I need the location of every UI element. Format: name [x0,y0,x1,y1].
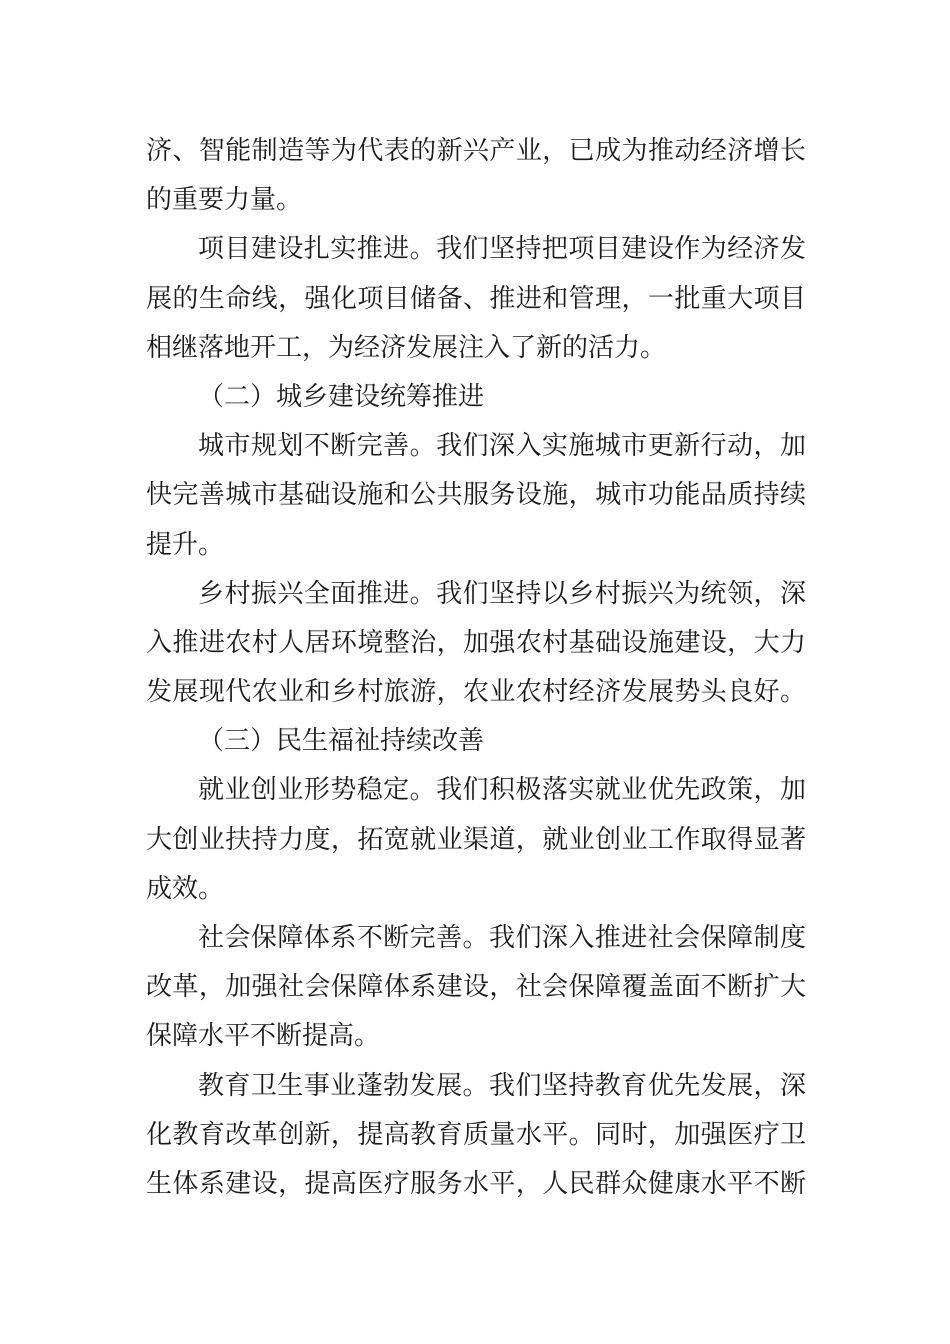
paragraph-project-construction: 项目建设扎实推进。我们坚持把项目建设作为经济发 [198,234,806,265]
document-body [146,127,806,1209]
text-line-12: 发展现代农业和乡村旅游，农业农村经济发展势头良好。 [146,677,806,708]
paragraph-education-health: 教育卫生事业蓬勃发展。我们坚持教育优先发展，深 [198,1070,806,1101]
paragraph-employment: 就业创业形势稳定。我们积极落实就业优先政策，加 [198,775,806,806]
text-line-1: 济、智能制造等为代表的新兴产业，已成为推动经济增长 [146,136,806,166]
paragraph-rural-revitalization: 乡村振兴全面推进。我们坚持以乡村振兴为统领，深 [198,578,806,609]
text-line-22: 生体系建设，提高医疗服务水平，人民群众健康水平不断 [146,1168,806,1199]
text-line-4: 展的生命线，强化项目储备、推进和管理，一批重大项目 [146,283,806,314]
text-line-16: 成效。 [146,873,225,904]
text-line-9: 提升。 [146,529,225,560]
text-line-2: 的重要力量。 [146,185,303,216]
text-line-21: 化教育改革创新，提高教育质量水平。同时，加强医疗卫 [146,1119,806,1150]
text-line-11: 入推进农村人居环境整治，加强农村基础设施建设，大力 [146,627,806,658]
text-line-5: 相继落地开工，为经济发展注入了新的活力。 [146,332,667,363]
text-line-15: 大创业扶持力度，拓宽就业渠道，就业创业工作取得显著 [146,824,806,855]
text-line-19: 保障水平不断提高。 [146,1021,381,1052]
text-line-8: 快完善城市基础设施和公共服务设施，城市功能品质持续 [146,480,806,511]
section-heading-urban-rural: （二）城乡建设统筹推进 [198,381,485,412]
paragraph-social-security: 社会保障体系不断完善。我们深入推进社会保障制度 [198,923,806,953]
paragraph-urban-planning: 城市规划不断完善。我们深入实施城市更新行动，加 [198,431,806,462]
section-heading-livelihood: （三）民生福祉持续改善 [198,726,485,757]
text-line-18: 改革，加强社会保障体系建设，社会保障覆盖面不断扩大 [146,972,806,1003]
